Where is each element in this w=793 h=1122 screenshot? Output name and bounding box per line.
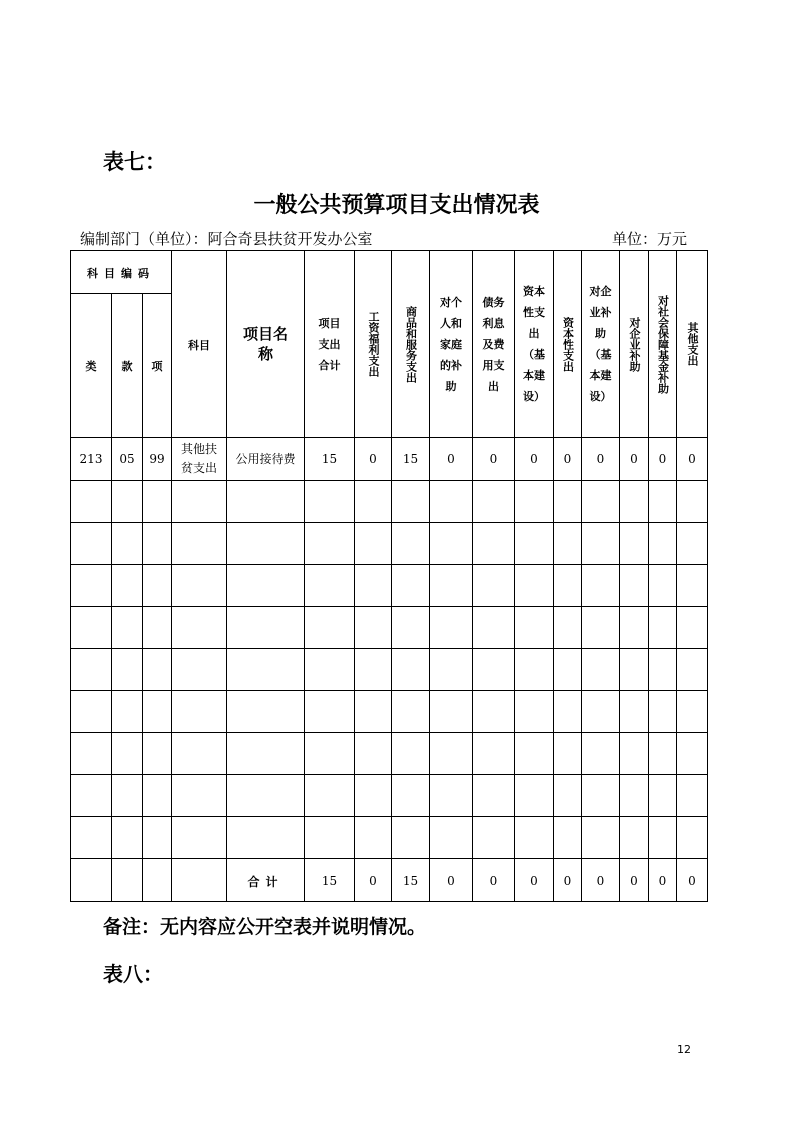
empty-cell <box>143 691 172 733</box>
cell-project-name <box>227 438 305 481</box>
empty-cell <box>71 775 112 817</box>
empty-cell <box>473 817 515 859</box>
empty-cell <box>305 775 355 817</box>
empty-cell <box>355 481 392 523</box>
total-cell-enterprise-basic <box>582 859 620 902</box>
cell-value: 0 <box>596 451 605 466</box>
empty-cell <box>582 607 620 649</box>
empty-cell <box>515 607 554 649</box>
dept-line: 编制部门（单位）：阿合奇县扶贫开发办公室 <box>80 230 373 248</box>
empty-cell <box>677 607 708 649</box>
table-row <box>71 438 708 481</box>
header-individual: 对个人和家庭的补助 <box>430 251 473 438</box>
cell-value: 其他扶贫支出 <box>180 442 217 475</box>
cell-capital <box>554 438 582 481</box>
header-subject: 科目 <box>172 251 227 438</box>
cell-value: 15 <box>402 451 419 466</box>
empty-cell <box>143 523 172 565</box>
empty-cell <box>515 565 554 607</box>
header-project-total: 项目支出合计 <box>305 251 355 438</box>
table8-label: 表八： <box>103 962 163 986</box>
empty-cell <box>582 733 620 775</box>
empty-cell <box>71 607 112 649</box>
empty-cell <box>355 565 392 607</box>
empty-cell <box>620 817 649 859</box>
cell-value: 15 <box>321 451 338 466</box>
empty-cell <box>620 691 649 733</box>
empty-cell <box>305 649 355 691</box>
empty-cell <box>355 649 392 691</box>
empty-cell <box>430 817 473 859</box>
cell-project-total <box>305 438 355 481</box>
empty-cell <box>112 523 143 565</box>
empty-cell <box>649 565 677 607</box>
empty-cell <box>143 565 172 607</box>
empty-cell <box>620 733 649 775</box>
empty-cell <box>71 817 112 859</box>
empty-cell <box>143 607 172 649</box>
total-row <box>71 859 708 902</box>
cell-value: 0 <box>630 451 638 466</box>
empty-cell <box>430 691 473 733</box>
header-wage: 工资福利支出 <box>355 251 392 438</box>
empty-cell <box>515 775 554 817</box>
empty-cell <box>582 817 620 859</box>
table-row-empty <box>71 691 708 733</box>
table-row-empty <box>71 775 708 817</box>
cell-value: 0 <box>369 451 377 466</box>
cell-value: 99 <box>149 451 165 466</box>
cell-goods <box>392 438 430 481</box>
empty-cell <box>582 523 620 565</box>
empty-cell <box>649 733 677 775</box>
header-goods: 商品和服务支出 <box>392 251 430 438</box>
header-social: 对社会保障基金补助 <box>649 251 677 438</box>
empty-cell <box>355 691 392 733</box>
empty-cell <box>143 775 172 817</box>
cell-value: 0 <box>563 451 572 466</box>
empty-cell <box>112 481 143 523</box>
empty-cell <box>143 481 172 523</box>
cell-value: 0 <box>688 451 696 466</box>
empty-cell <box>71 733 112 775</box>
empty-cell <box>554 607 582 649</box>
empty-cell <box>172 775 227 817</box>
empty-cell <box>143 733 172 775</box>
total-value: 0 <box>489 873 498 888</box>
empty-cell <box>677 481 708 523</box>
empty-cell <box>172 523 227 565</box>
empty-cell <box>227 775 305 817</box>
total-cell-debt <box>473 859 515 902</box>
empty-cell <box>355 523 392 565</box>
empty-cell <box>112 565 143 607</box>
total-cell-other <box>677 859 708 902</box>
empty-cell <box>677 649 708 691</box>
total-value: 0 <box>369 873 377 888</box>
empty-cell <box>620 607 649 649</box>
empty-cell <box>392 649 430 691</box>
empty-cell <box>649 817 677 859</box>
empty-cell <box>305 691 355 733</box>
empty-cell <box>677 817 708 859</box>
empty-cell <box>554 775 582 817</box>
header-capital: 资本性支出 <box>554 251 582 438</box>
empty-cell <box>227 649 305 691</box>
empty-cell <box>582 691 620 733</box>
header-row-1 <box>71 251 708 294</box>
header-enterprise-basic: 对企业补助（基本建设） <box>582 251 620 438</box>
empty-cell <box>554 691 582 733</box>
total-value: 0 <box>563 873 572 888</box>
empty-cell <box>649 691 677 733</box>
empty-cell <box>620 775 649 817</box>
empty-cell <box>582 565 620 607</box>
cell-enterprise-basic <box>582 438 620 481</box>
empty-cell <box>227 733 305 775</box>
total-cell-project-total <box>305 859 355 902</box>
empty-cell <box>515 481 554 523</box>
cell-capital-basic <box>515 438 554 481</box>
empty-cell <box>649 607 677 649</box>
total-cell-lei <box>71 859 112 902</box>
empty-cell <box>305 607 355 649</box>
cell-value: 公用接待费 <box>235 451 296 466</box>
empty-cell <box>392 607 430 649</box>
empty-cell <box>515 523 554 565</box>
table-row-empty <box>71 817 708 859</box>
cell-value: 213 <box>79 451 103 466</box>
empty-cell <box>473 607 515 649</box>
empty-cell <box>392 691 430 733</box>
empty-cell <box>227 691 305 733</box>
empty-cell <box>430 565 473 607</box>
total-value: 0 <box>630 873 638 888</box>
empty-cell <box>112 775 143 817</box>
empty-cell <box>71 523 112 565</box>
empty-cell <box>71 649 112 691</box>
empty-cell <box>430 775 473 817</box>
total-cell-capital <box>554 859 582 902</box>
empty-cell <box>227 565 305 607</box>
empty-cell <box>172 607 227 649</box>
empty-cell <box>392 481 430 523</box>
empty-cell <box>172 649 227 691</box>
empty-cell <box>430 607 473 649</box>
empty-cell <box>355 817 392 859</box>
table-row-empty <box>71 733 708 775</box>
empty-cell <box>305 481 355 523</box>
header-kuan: 款 <box>112 294 143 438</box>
empty-cell <box>355 733 392 775</box>
total-value: 0 <box>596 873 605 888</box>
total-value: 0 <box>688 873 696 888</box>
empty-cell <box>554 649 582 691</box>
table-row-empty <box>71 565 708 607</box>
total-label: 合计 <box>247 874 284 889</box>
empty-cell <box>112 649 143 691</box>
cell-value: 0 <box>658 451 667 466</box>
total-value: 15 <box>321 873 338 888</box>
cell-lei <box>71 438 112 481</box>
cell-value: 0 <box>530 451 538 466</box>
empty-cell <box>620 481 649 523</box>
empty-cell <box>71 691 112 733</box>
empty-cell <box>515 817 554 859</box>
empty-cell <box>305 565 355 607</box>
budget-table <box>70 250 708 902</box>
header-capital-basic: 资本性支出（基本建设） <box>515 251 554 438</box>
empty-cell <box>620 649 649 691</box>
total-cell-enterprise <box>620 859 649 902</box>
total-cell-social <box>649 859 677 902</box>
cell-wage <box>355 438 392 481</box>
empty-cell <box>582 775 620 817</box>
empty-cell <box>172 733 227 775</box>
empty-cell <box>227 481 305 523</box>
cell-individual <box>430 438 473 481</box>
header-debt: 债务利息及费用支出 <box>473 251 515 438</box>
empty-cell <box>515 691 554 733</box>
empty-cell <box>112 607 143 649</box>
empty-cell <box>392 817 430 859</box>
empty-cell <box>554 817 582 859</box>
cell-xiang <box>143 438 172 481</box>
empty-cell <box>172 565 227 607</box>
page-number: 12 <box>677 1043 691 1056</box>
header-other: 其他支出 <box>677 251 708 438</box>
empty-cell <box>430 733 473 775</box>
empty-cell <box>305 817 355 859</box>
table-row-empty <box>71 607 708 649</box>
empty-cell <box>515 649 554 691</box>
empty-cell <box>172 691 227 733</box>
empty-cell <box>677 523 708 565</box>
page-title: 一般公共预算项目支出情况表 <box>253 193 540 218</box>
empty-cell <box>172 481 227 523</box>
total-value: 15 <box>402 873 419 888</box>
empty-cell <box>473 481 515 523</box>
header-xiang: 项 <box>143 294 172 438</box>
empty-cell <box>649 523 677 565</box>
empty-cell <box>392 565 430 607</box>
empty-cell <box>473 565 515 607</box>
cell-social <box>649 438 677 481</box>
total-cell-individual <box>430 859 473 902</box>
cell-value: 0 <box>489 451 498 466</box>
header-lei: 类 <box>71 294 112 438</box>
empty-cell <box>305 523 355 565</box>
unit-line: 单位：万元 <box>612 230 688 248</box>
empty-cell <box>554 565 582 607</box>
empty-cell <box>392 775 430 817</box>
empty-cell <box>71 565 112 607</box>
empty-cell <box>227 607 305 649</box>
header-enterprise: 对企业补助 <box>620 251 649 438</box>
empty-cell <box>112 817 143 859</box>
empty-cell <box>582 649 620 691</box>
empty-cell <box>430 649 473 691</box>
total-cell-subject <box>172 859 227 902</box>
total-cell-project-name <box>227 859 305 902</box>
cell-value: 05 <box>119 451 135 466</box>
cell-debt <box>473 438 515 481</box>
empty-cell <box>554 523 582 565</box>
empty-cell <box>554 481 582 523</box>
header-project-name: 项目名称 <box>227 251 305 438</box>
empty-cell <box>677 733 708 775</box>
empty-cell <box>305 733 355 775</box>
cell-kuan <box>112 438 143 481</box>
empty-cell <box>620 523 649 565</box>
total-cell-goods <box>392 859 430 902</box>
total-value: 0 <box>530 873 538 888</box>
empty-cell <box>649 649 677 691</box>
empty-cell <box>392 523 430 565</box>
empty-cell <box>677 775 708 817</box>
empty-cell <box>227 817 305 859</box>
total-value: 0 <box>658 873 667 888</box>
empty-cell <box>112 733 143 775</box>
empty-cell <box>677 565 708 607</box>
empty-cell <box>392 733 430 775</box>
note: 备注：无内容应公开空表并说明情况。 <box>103 916 427 938</box>
empty-cell <box>112 691 143 733</box>
table-row-empty <box>71 523 708 565</box>
empty-cell <box>71 481 112 523</box>
empty-cell <box>515 733 554 775</box>
empty-cell <box>473 733 515 775</box>
empty-cell <box>430 523 473 565</box>
empty-cell <box>473 649 515 691</box>
empty-cell <box>473 691 515 733</box>
empty-cell <box>355 775 392 817</box>
cell-subject <box>172 438 227 481</box>
empty-cell <box>649 481 677 523</box>
empty-cell <box>473 775 515 817</box>
total-cell-kuan <box>112 859 143 902</box>
header-subject-code: 科目编码 <box>71 251 172 294</box>
empty-cell <box>430 481 473 523</box>
empty-cell <box>582 481 620 523</box>
cell-value: 0 <box>447 451 455 466</box>
total-cell-capital-basic <box>515 859 554 902</box>
empty-cell <box>620 565 649 607</box>
total-cell-wage <box>355 859 392 902</box>
table-row-empty <box>71 649 708 691</box>
cell-enterprise <box>620 438 649 481</box>
table-row-empty <box>71 481 708 523</box>
table-label: 表七： <box>103 150 166 174</box>
empty-cell <box>227 523 305 565</box>
empty-cell <box>143 649 172 691</box>
total-cell-xiang <box>143 859 172 902</box>
total-value: 0 <box>447 873 455 888</box>
empty-cell <box>172 817 227 859</box>
empty-cell <box>554 733 582 775</box>
empty-cell <box>677 691 708 733</box>
empty-cell <box>649 775 677 817</box>
cell-other <box>677 438 708 481</box>
empty-cell <box>143 817 172 859</box>
empty-cell <box>355 607 392 649</box>
empty-cell <box>473 523 515 565</box>
